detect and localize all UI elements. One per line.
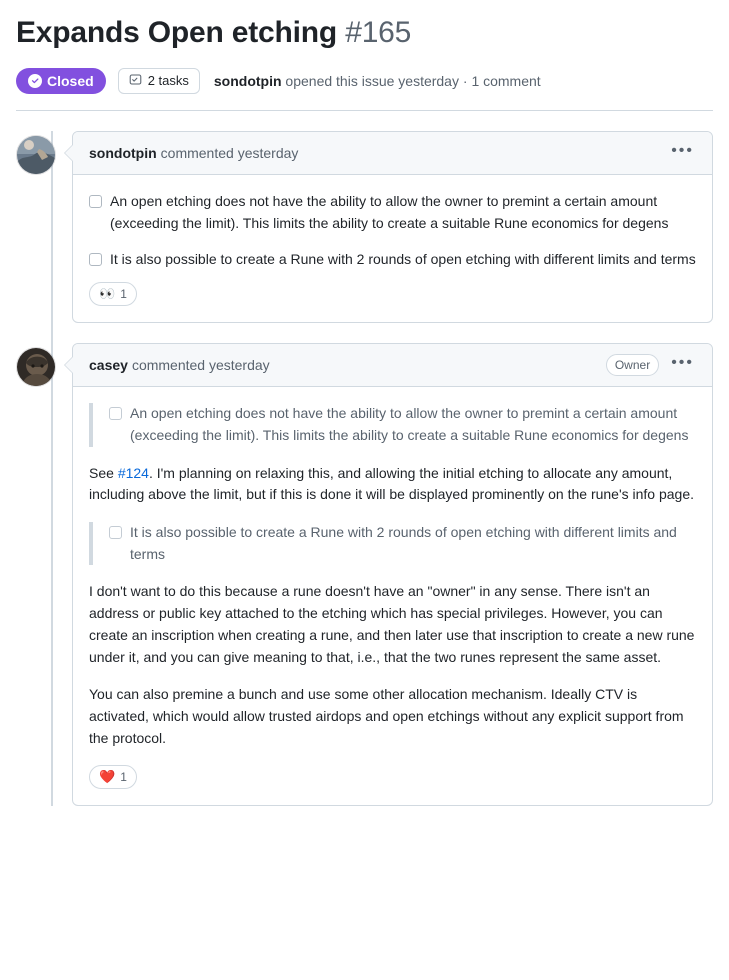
closed-issue-icon: [28, 74, 42, 88]
issue-meta-text: [214, 73, 541, 89]
comment-author[interactable]: sondotpin: [89, 145, 157, 162]
issue-title-text: Expands Open etching: [16, 16, 338, 49]
comment-card: [72, 131, 713, 323]
comment-header: [73, 344, 712, 387]
issue-meta-separator: ·: [462, 72, 468, 89]
task-label: It is also possible to create a Rune with 2 rounds of open etching with different limits and terms: [110, 250, 696, 267]
issue-header: [16, 0, 713, 111]
page-title: [16, 14, 713, 52]
paragraph-suffix: . I'm planning on relaxing this, and allowing the initial etching to allocate any amount, including above the limit, but if this is done it will be displayed prominently on the rune's info page.: [89, 464, 695, 503]
task-list-item: [89, 249, 696, 271]
quoted-task-2: [89, 522, 696, 565]
list-item: [16, 131, 713, 323]
comment-paragraph-1: [89, 463, 696, 506]
issue-meta-comment-count: 1 comment: [471, 72, 541, 89]
comment-arrow-wrap: [72, 131, 713, 323]
paragraph-prefix: See: [89, 464, 118, 481]
issue-meta: [16, 68, 713, 95]
issue-meta-author[interactable]: sondotpin: [213, 72, 282, 89]
issue-number: #165: [345, 16, 412, 49]
reactions-bar: [89, 765, 696, 789]
reactions-bar: [89, 282, 696, 306]
task-list-item: [109, 522, 696, 565]
issue-reference-link[interactable]: #124: [117, 464, 149, 481]
comment-header: [73, 132, 712, 175]
task-label: An open etching does not have the ability to allow the owner to premint a certain amount (exceeding the limit). This limits the ability to create a suitable Rune economics for degens: [130, 405, 689, 444]
status-badge-label: Closed: [47, 72, 94, 89]
comment-timestamp: commented yesterday: [131, 357, 270, 374]
task-list-item: [89, 191, 696, 234]
issue-timeline: [16, 111, 713, 806]
avatar[interactable]: [16, 347, 56, 387]
reaction-heart[interactable]: [89, 765, 137, 789]
reaction-count: 1: [120, 770, 127, 785]
comment-card: [72, 343, 713, 806]
task-label: It is also possible to create a Rune with 2 rounds of open etching with different limits and terms: [130, 524, 677, 562]
comment-timestamp: commented yesterday: [160, 145, 299, 162]
task-list: [89, 191, 696, 270]
checklist-icon: [129, 73, 142, 89]
task-list-item: [109, 403, 696, 446]
task-checkbox[interactable]: [89, 195, 102, 208]
task-checkbox[interactable]: [89, 253, 102, 266]
reaction-eyes[interactable]: [89, 282, 137, 306]
kebab-menu-icon[interactable]: •••: [671, 142, 694, 160]
author-association-badge: Owner: [606, 354, 659, 376]
task-checkbox: [109, 407, 122, 420]
tasks-progress-label: 2 tasks: [147, 73, 189, 89]
comment-paragraph-2: I don't want to do this because a rune doesn't have an "owner" in any sense. There isn't an address or public key attached to the etching which has special privileges. However, you can create an inscription when creating a rune, and then later use that inscription to create a new rune under it, and you can give meaning to that, i.e., that the two runes represent the same asset.: [89, 583, 695, 665]
comment-paragraph-3: You can also premine a bunch and use some other allocation mechanism. Ideally CTV is activated, which would allow trusted airdops and open etchings without any explicit support from the protocol.: [89, 686, 684, 746]
comment-body: [73, 175, 712, 322]
comment-author[interactable]: casey: [89, 357, 128, 374]
eyes-icon: 👀: [99, 286, 116, 302]
list-item: [16, 343, 713, 806]
kebab-menu-icon[interactable]: •••: [671, 354, 694, 372]
avatar[interactable]: [16, 135, 56, 175]
issue-meta-opened: opened this issue yesterday: [285, 72, 459, 89]
task-label: An open etching does not have the ability to allow the owner to premint a certain amount (exceeding the limit). This limits the ability to create a suitable Rune economics for degens: [110, 193, 669, 231]
reaction-count: 1: [120, 287, 127, 302]
tasks-progress-pill[interactable]: [118, 68, 200, 94]
comment-arrow-wrap: [72, 343, 713, 806]
status-badge: [16, 68, 106, 95]
quoted-task-1: [89, 403, 696, 446]
task-checkbox: [109, 526, 122, 539]
heart-icon: ❤️: [99, 769, 116, 785]
comment-body: [73, 387, 712, 805]
